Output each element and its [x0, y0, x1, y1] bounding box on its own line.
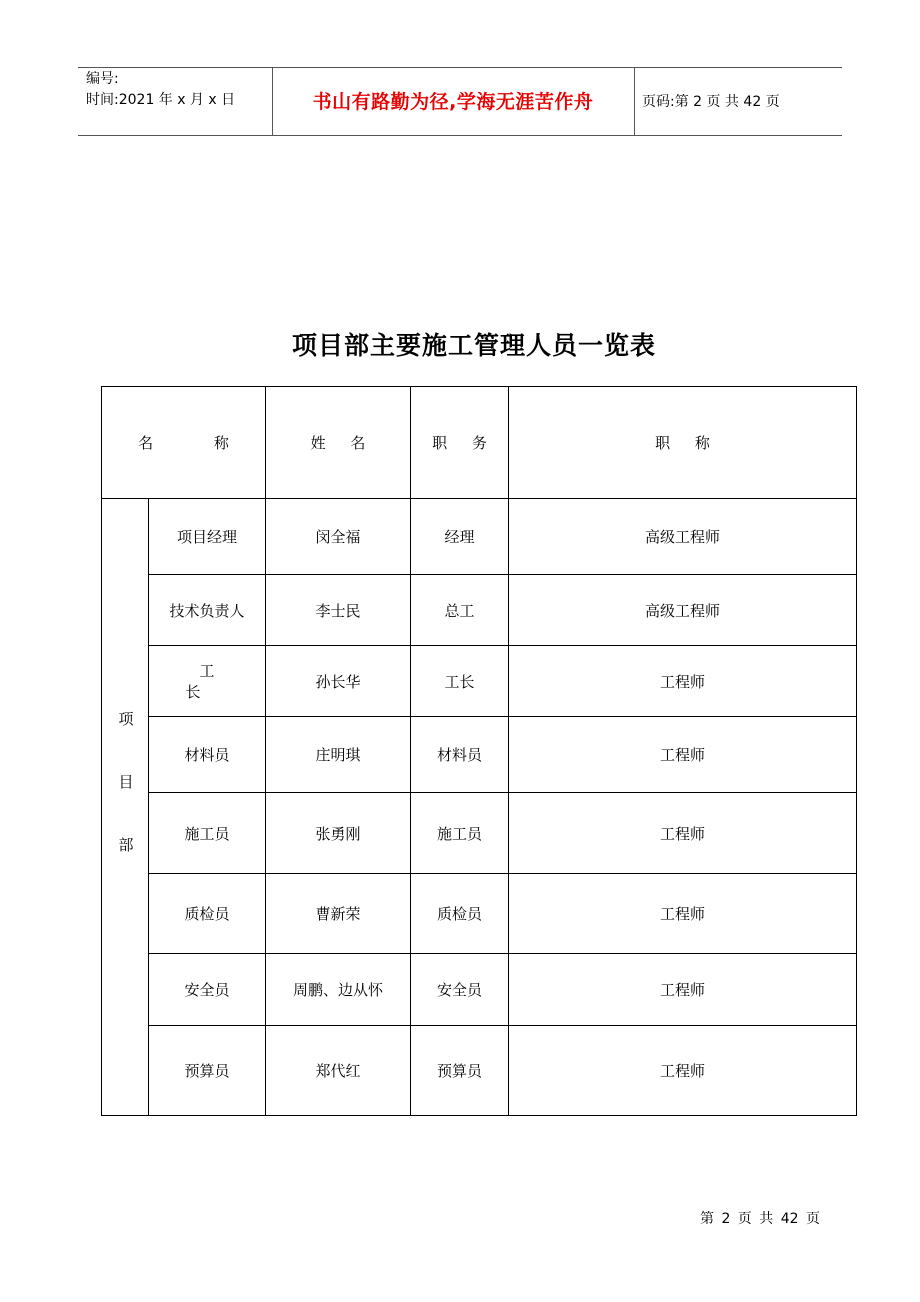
table-row [102, 575, 857, 646]
group-label-cell [102, 499, 149, 1116]
header-meta [86, 69, 235, 111]
role-cell: 工 长 [149, 646, 266, 717]
footer-page-info: 第 2 页 共 42 页 [700, 1211, 820, 1227]
header-number-label: 编号: [86, 71, 119, 87]
duty-cell: 总工 [411, 575, 509, 646]
duty-cell: 施工员 [411, 793, 509, 874]
staff-table [101, 386, 857, 1116]
header-motto: 书山有路勤为径,学海无涯苦作舟 [312, 91, 594, 113]
person-cell: 张勇刚 [266, 793, 411, 874]
duty-cell: 质检员 [411, 874, 509, 954]
table-row [102, 717, 857, 793]
rank-cell: 高级工程师 [509, 575, 857, 646]
group-label: 项目部 [116, 710, 135, 900]
table-row [102, 874, 857, 954]
header-divider [272, 67, 273, 135]
rank-cell: 工程师 [509, 874, 857, 954]
table-header-row [102, 387, 857, 499]
header-page-info: 页码:第 2 页 共 42 页 [642, 94, 780, 110]
table-row [102, 793, 857, 874]
header-name-cell: 名 称 [102, 387, 266, 499]
duty-cell: 安全员 [411, 954, 509, 1026]
header-person-cell: 姓 名 [266, 387, 411, 499]
rank-cell: 工程师 [509, 646, 857, 717]
role-cell: 技术负责人 [149, 575, 266, 646]
header-duty-cell: 职 务 [411, 387, 509, 499]
rank-cell: 高级工程师 [509, 499, 857, 575]
role-cell: 施工员 [149, 793, 266, 874]
header-bottom-rule [78, 135, 842, 136]
person-cell: 庄明琪 [266, 717, 411, 793]
table-row [102, 499, 857, 575]
person-cell: 周鹏、边从怀 [266, 954, 411, 1026]
role-cell: 质检员 [149, 874, 266, 954]
role-cell: 项目经理 [149, 499, 266, 575]
role-cell: 预算员 [149, 1026, 266, 1116]
rank-cell: 工程师 [509, 1026, 857, 1116]
duty-cell: 材料员 [411, 717, 509, 793]
rank-cell: 工程师 [509, 793, 857, 874]
duty-cell: 工长 [411, 646, 509, 717]
role-cell: 材料员 [149, 717, 266, 793]
table-row [102, 646, 857, 717]
person-cell: 曹新荣 [266, 874, 411, 954]
header-rank-cell: 职 称 [509, 387, 857, 499]
person-cell: 李士民 [266, 575, 411, 646]
rank-cell: 工程师 [509, 717, 857, 793]
header-top-rule [78, 67, 842, 68]
table-row [102, 1026, 857, 1116]
role-cell: 安全员 [149, 954, 266, 1026]
header-divider [634, 67, 635, 135]
person-cell: 闵全福 [266, 499, 411, 575]
person-cell: 孙长华 [266, 646, 411, 717]
duty-cell: 经理 [411, 499, 509, 575]
person-cell: 郑代红 [266, 1026, 411, 1116]
duty-cell: 预算员 [411, 1026, 509, 1116]
table-row [102, 954, 857, 1026]
rank-cell: 工程师 [509, 954, 857, 1026]
header-time-label: 时间:2021 年 x 月 x 日 [86, 92, 236, 108]
page-title: 项目部主要施工管理人员一览表 [291, 331, 656, 360]
